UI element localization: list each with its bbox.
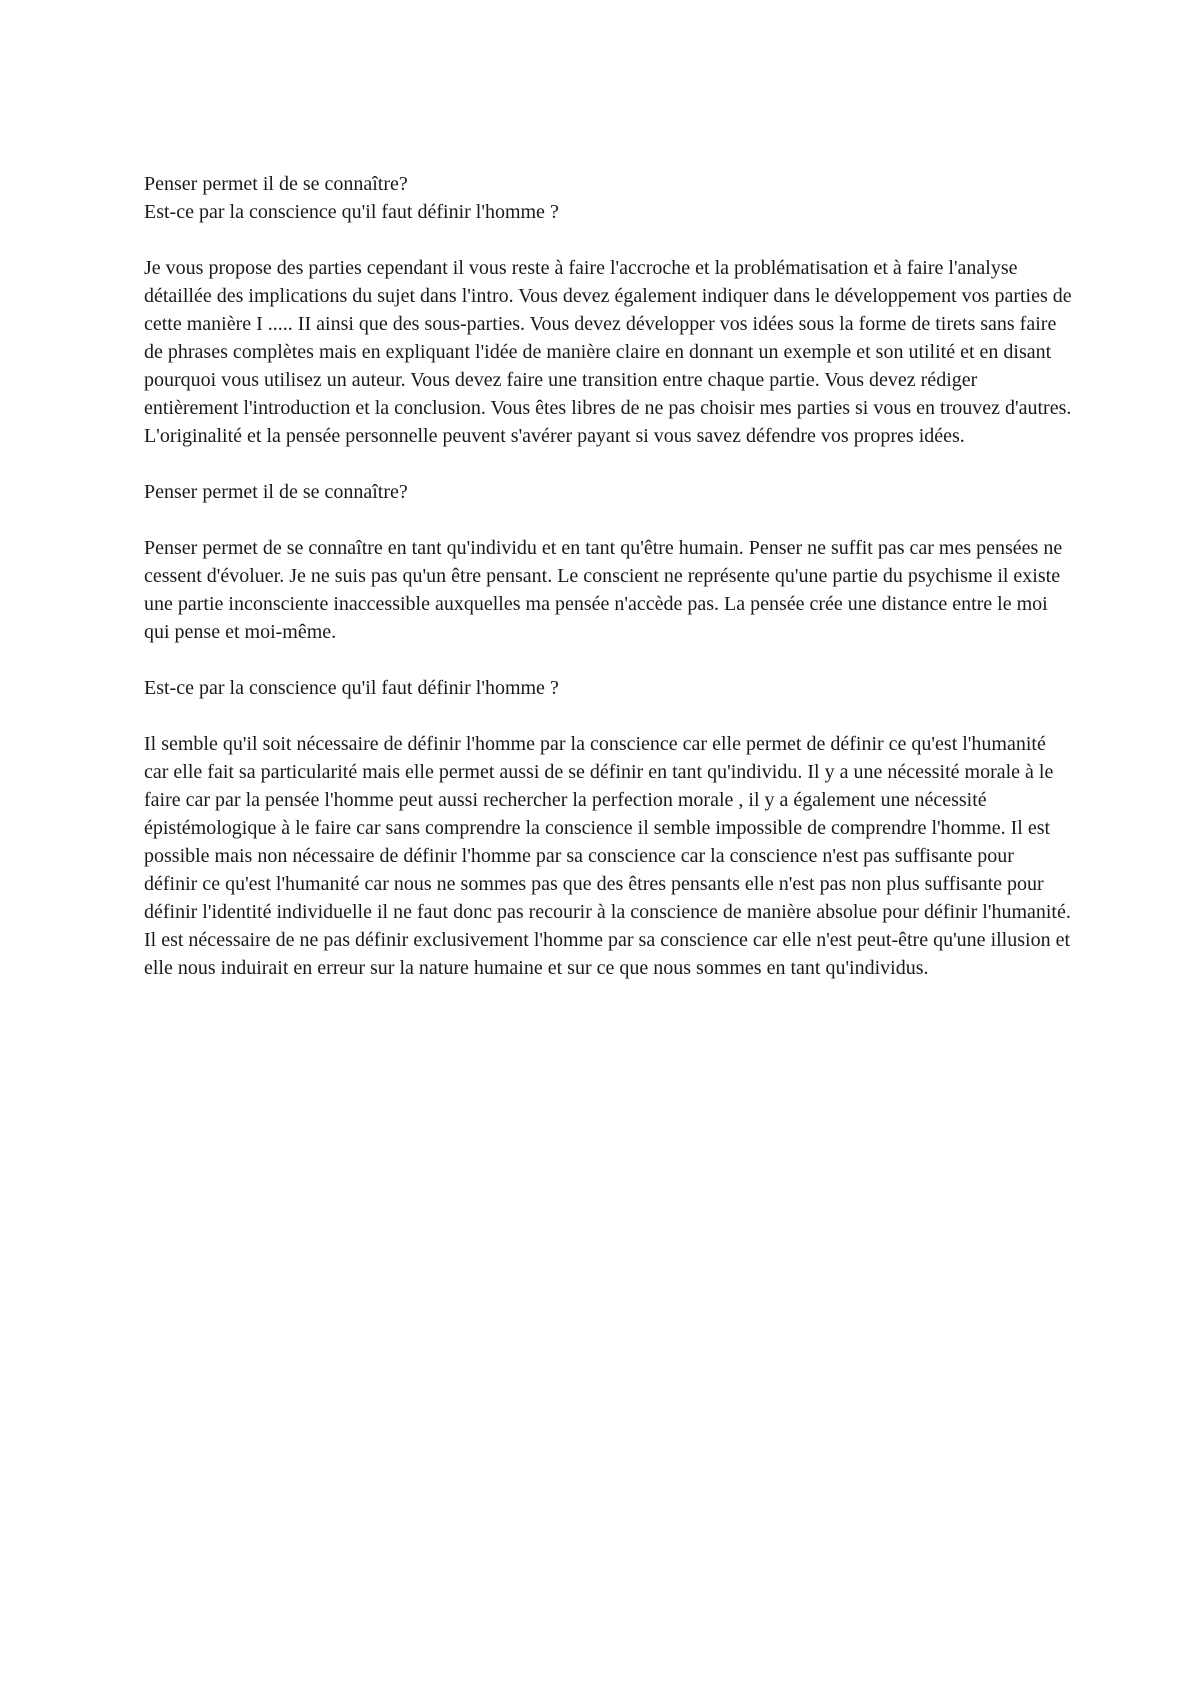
document-body bbox=[144, 170, 1072, 982]
paragraph-spacer bbox=[144, 450, 1072, 478]
section-1-body: Penser permet de se connaître en tant qu'individu et en tant qu'être humain. Penser ne suffit pas car mes pensées ne cessent d'évoluer. Je ne suis pas qu'un être pensant. Le conscient ne représente qu'une partie du psychisme il existe une partie inconsciente inaccessible auxquelles ma pensée n'accède pas. La pensée crée une distance entre le moi qui pense et moi-même. bbox=[144, 537, 1063, 643]
instructions-paragraph: Je vous propose des parties cependant il vous reste à faire l'accroche et la problématisation et à faire l'analyse détaillée des implications du sujet dans l'intro. Vous devez également indiquer dans le développement vos parties de cette manière I ..... II ainsi que des sous-parties. Vous devez développer vos idées sous la forme de tirets sans faire de phrases complètes mais en expliquant l'idée de manière claire en donnant un exemple et son utilité et en disant pourquoi vous utilisez un auteur. Vous devez faire une transition entre chaque partie. Vous devez rédiger entièrement l'introduction et la conclusion. Vous êtes libres de ne pas choisir mes parties si vous en trouvez d'autres. L'originalité et la pensée personnelle peuvent s'avérer payant si vous savez défendre vos propres idées. bbox=[144, 257, 1072, 447]
section-2-title: Est-ce par la conscience qu'il faut définir l'homme ? bbox=[144, 677, 559, 699]
section-1-title: Penser permet il de se connaître? bbox=[144, 481, 408, 503]
paragraph-spacer bbox=[144, 226, 1072, 254]
heading-line-1: Penser permet il de se connaître? bbox=[144, 173, 408, 195]
section-2-body: Il semble qu'il soit nécessaire de définir l'homme par la conscience car elle permet de définir ce qu'est l'humanité car elle fait sa particularité mais elle permet aussi de se définir en tant qu'individu. Il y a une nécessité morale à le faire car par la pensée l'homme peut aussi rechercher la perfection morale , il y a également une nécessité épistémologique à le faire car sans comprendre la conscience il semble impossible de comprendre l'homme. Il est possible mais non nécessaire de définir l'homme par sa conscience car la conscience n'est pas suffisante pour définir ce qu'est l'humanité car nous ne sommes pas que des êtres pensants elle n'est pas non plus suffisante pour définir l'identité individuelle il ne faut donc pas recourir à la conscience de manière absolue pour définir l'humanité. Il est nécessaire de ne pas définir exclusivement l'homme par sa conscience car elle n'est peut-être qu'une illusion et elle nous induirait en erreur sur la nature humaine et sur ce que nous sommes en tant qu'individus. bbox=[144, 733, 1071, 979]
paragraph-spacer bbox=[144, 646, 1072, 674]
paragraph-spacer bbox=[144, 506, 1072, 534]
heading-line-2: Est-ce par la conscience qu'il faut définir l'homme ? bbox=[144, 201, 559, 223]
paragraph-spacer bbox=[144, 702, 1072, 730]
